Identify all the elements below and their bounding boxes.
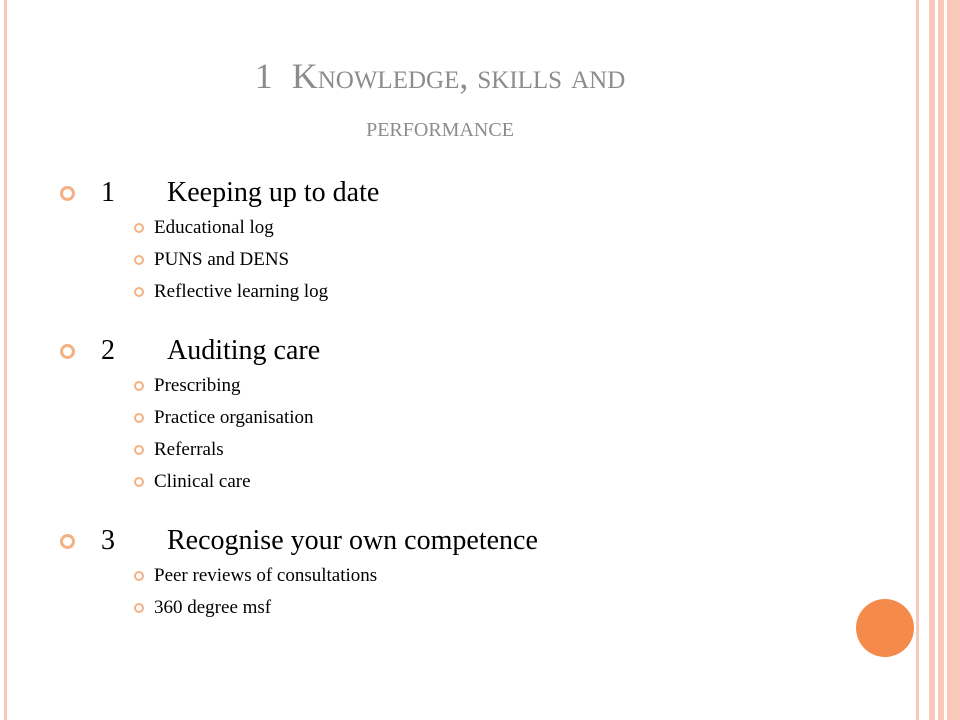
list-item-text: Practice organisation [154,407,314,428]
decorative-side-stripes [916,0,960,720]
list-item-text: Peer reviews of consultations [154,565,378,586]
section-title: Keeping up to date [167,177,380,208]
section-title: Recognise your own competence [167,525,538,556]
list-item [60,466,880,498]
title-number: 1 [254,56,273,96]
list-item-text: 360 degree msf [154,597,272,618]
list-item [60,560,880,592]
list-item-text: Prescribing [154,375,241,396]
slide-content [60,174,880,624]
slide-left-border [4,0,7,720]
ring-bullet-icon [134,603,144,613]
ring-bullet-icon [134,381,144,391]
ring-bullet-icon [60,534,75,549]
section-heading [60,522,880,560]
list-item-text: Reflective learning log [154,281,329,302]
ring-bullet-icon [134,287,144,297]
section-heading [60,332,880,370]
ring-bullet-icon [60,344,75,359]
ring-bullet-icon [134,477,144,487]
section-title: Auditing care [167,335,321,366]
list-item [60,434,880,466]
list-item [60,370,880,402]
list-item [60,592,880,624]
list-item [60,212,880,244]
ring-bullet-icon [60,186,75,201]
list-item [60,276,880,308]
list-item-text: Referrals [154,439,224,460]
ring-bullet-icon [134,223,144,233]
ring-bullet-icon [134,255,144,265]
list-item-text: Clinical care [154,471,251,492]
list-item-text: PUNS and DENS [154,249,290,270]
ring-bullet-icon [134,571,144,581]
title-line-2: performance [366,112,514,143]
section-number: 2 [101,335,115,366]
list-item [60,402,880,434]
slide-title [140,50,740,154]
ring-bullet-icon [134,413,144,423]
title-line-1: Knowledge, skills and [291,56,626,96]
list-item [60,244,880,276]
decorative-orange-circle [856,599,914,657]
section-number: 3 [101,525,115,556]
list-item-text: Educational log [154,217,274,238]
ring-bullet-icon [134,445,144,455]
section-number: 1 [101,177,115,208]
section-heading [60,174,880,212]
